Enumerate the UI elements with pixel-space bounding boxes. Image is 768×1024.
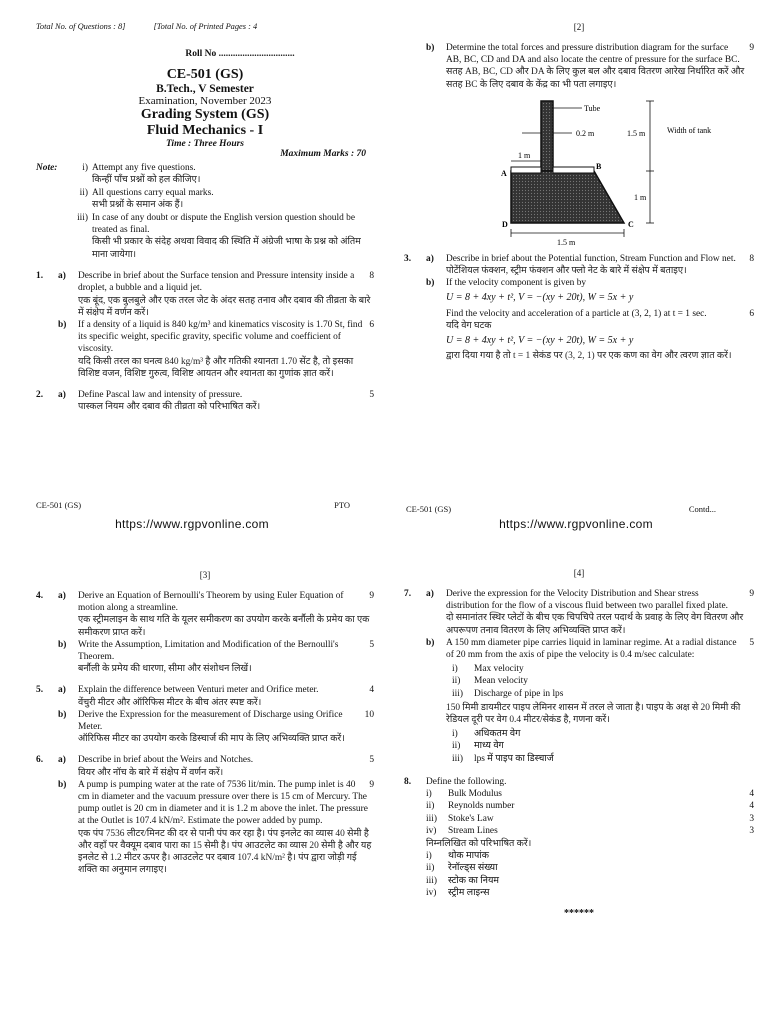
page-number: [3] xyxy=(199,570,211,580)
dim-1m-side: 1 m xyxy=(634,192,647,202)
question-5b: b) 10 Derive the Expression for the measurement of Discharge using Orifice Meter. ऑरिफिस मीटर का उपयोग करके डिस्चार्ज की माप के लिए अभिव्यक्ति प्राप्त करें। xyxy=(58,709,374,745)
question-4: 4. a) 9 Derive an Equation of Bernoulli's Theorem by using Euler Equation of motion along a streamline. एक स्ट्रीमलाइन के साथ गति के यूलर समीकरण का उपयोग करके बर्नौली के प्रमेय का एक समीकरण प्राप्त करें। b) 5 Write the Assumption, Limitation and Modification of the Bernoulli's Theorem. बर्नौली के प्रमेय की धारणा, सीमा और संशोधन लिखें। xyxy=(36,591,374,675)
point-b: B xyxy=(596,161,602,171)
definition-item: iv) Stream Lines 3 xyxy=(426,826,754,837)
marks: 9 xyxy=(749,43,754,53)
marks: 6 xyxy=(749,308,754,319)
marks: 5 xyxy=(369,390,374,401)
question-5a: a) 4 Explain the difference between Venturi meter and Orifice meter. वेंचुरी मीटर और ऑरिफिस मीटर के बीच अंतर स्पष्ट करें। xyxy=(58,685,374,708)
tank-figure xyxy=(404,93,754,253)
dim-1-5m: 1.5 m xyxy=(627,128,646,138)
question-3b: b) If the velocity component is given by U = 8 + 4xy + t², V = −(xy + 20t), W = 5x + y 6 Find the velocity and acceleration of a particle at (3, 2, 1) at t = 1 sec. यदि वेग घटक U = 8 + 4xy + t², V = −(xy + 20t), W = 5x + y द्वारा दिया गया है तो t = 1 सेकंड पर (3, 2, 1) पर एक कण का वेग और त्वरण ज्ञात करें। xyxy=(426,278,754,362)
instructions xyxy=(36,162,374,261)
marks: 3 xyxy=(749,826,754,837)
question-7a: a) 9 Derive the expression for the Velocity Distribution and Shear stress distribution for the flow of a viscous fluid between two parallel fixed plate. दो समानांतर स्थिर प्लेटों के बीच एक चिपचिपे तरल पदार्थ के प्रवाह के लिए वेग वितरण और अपरूपण तनाव वितरण के लिए अभिव्यक्ति प्राप्त करें। xyxy=(426,589,754,636)
marks: 5 xyxy=(749,637,754,648)
definition-item: i) Bulk Modulus 4 xyxy=(426,789,754,800)
page-2 xyxy=(384,0,768,512)
question-4a: a) 9 Derive an Equation of Bernoulli's Theorem by using Euler Equation of motion along a streamline. एक स्ट्रीमलाइन के साथ गति के यूलर समीकरण का उपयोग करके बर्नौली के प्रमेय का एक समीकरण प्राप्त करें। xyxy=(58,591,374,638)
list-item: iii) Discharge of pipe in lps xyxy=(452,688,564,699)
question-7: 7. a) 9 Derive the expression for the Velocity Distribution and Shear stress distribution for the flow of a viscous fluid between two parallel fixed plate. दो समानांतर स्थिर प्लेटों के बीच एक चिपचिपे तरल पदार्थ के प्रवाह के लिए वेग वितरण और अपरूपण तनाव वितरण के लिए अभिव्यक्ति प्राप्त करें। b) 5 A 150 mm diameter pipe carries liquid in laminar regime. At a radial distance of 20 mm from the axis of pipe the velocity is 0.4 m/sec calculate: i) Max velocity ii) Mean velocity iii) Discharge of pipe in lps 150 मिमी डायमीटर पाइप लेमिनर शासन में तरल ले जाता है। पाइप के अक्ष से 20 मिमी की रेडियल दूरी पर वेग 0.4 मीटर/सेकंड है, गणना करें। i) अधिकतम वेग ii) माध्य वेग iii) lps में पाइप का डिस्चार्ज xyxy=(404,588,754,767)
note-item: i) Attempt any five questions. किन्हीं पाँच प्रश्नों को हल कीजिए। xyxy=(82,163,201,186)
footer-code: CE-501 (GS) xyxy=(406,504,452,514)
grading-system: Grading System (GS) xyxy=(140,107,270,122)
footer-code: CE-501 (GS) xyxy=(36,500,82,510)
sub-items-hi xyxy=(452,728,754,765)
end-marker: ****** xyxy=(564,907,594,919)
question-1: 1. a) 8 Describe in brief about the Surface tension and Pressure intensity inside a droplet, a bubble and a liquid jet. एक बूंद, एक बुलबुले और एक तरल जेट के अंदर सतह तनाव और दबाव की तीव्रता के बारे में संक्षेप में वर्णन करें। b) 6 If a density of a liquid is 840 kg/m³ and kinematics viscosity is 1.70 St, find its specific weight, specific gravity, specific volume and coefficient of viscosity. यदि किसी तरल का घनत्व 840 kg/m³ है और गतिकी श्यानता 1.70 सेंट है, तो इसका विशिष्ट वजन, विशिष्ट गुरुत्व, विशिष्ट आयतन और श्यानता का गुणांक ज्ञात करें। xyxy=(36,271,374,379)
question-5: 5. a) 4 Explain the difference between Venturi meter and Orifice meter. वेंचुरी मीटर और ऑरिफिस मीटर के बीच अंतर स्पष्ट करें। b) 10 Derive the Expression for the measurement of Discharge using Orifice Meter. ऑरिफिस मीटर का उपयोग करके डिस्चार्ज की माप के लिए अभिव्यक्ति प्राप्त करें। xyxy=(36,685,374,745)
definition-item-hi: ii) रेनॉल्ड्स संख्या xyxy=(426,863,498,874)
marks: 4 xyxy=(369,685,374,696)
total-questions: Total No. of Questions : 8] xyxy=(36,22,126,31)
marks: 9 xyxy=(369,591,374,601)
page-3 xyxy=(0,512,384,1024)
definition-item-hi: iv) स्ट्रीम लाइन्स xyxy=(426,888,490,899)
question-6b: b) 9 A pump is pumping water at the rate of 7536 lit/min. The pump inlet is 40 cm in diameter and the vacuum pressure over there is 15 cm of Mercury. The pump outlet is 20 cm in diameter and it is 1.2 m above the inlet. The pressure at the Outlet is 107.4 kN/m². Estimate the power added by pump. एक पंप 7536 लीटर/मिनट की दर से पानी पंप कर रहा है। पंप इनलेट का व्यास 40 सेमी है और वहाँ पर वैक्यूम दबाव पारा का 15 सेमी है। पंप आउटलेट का व्यास 20 सेमी है और यह इनलेट से 1.2 मीटर ऊपर है। आउटलेट पर दबाव 107.4 kN/m² है। पंप द्वारा जोड़ी गई शक्ति का अनुमान लगाइए। xyxy=(58,779,374,876)
page-number: [4] xyxy=(573,568,585,578)
width-of-tank-label: Width of tank xyxy=(667,125,712,135)
note-item: ii) All questions carry equal marks. सभी प्रश्नों के समान अंक हैं। xyxy=(79,187,214,211)
marks: 9 xyxy=(749,589,754,599)
question-2a: a) 5 Define Pascal law and intensity of pressure. पास्कल नियम और दबाव की तीव्रता को परिभाषित करें। xyxy=(58,390,374,413)
point-c: C xyxy=(628,219,634,229)
question-4b: b) 5 Write the Assumption, Limitation and Modification of the Bernoulli's Theorem. बर्नौली के प्रमेय की धारणा, सीमा और संशोधन लिखें। xyxy=(58,639,374,675)
question-7b: b) 5 A 150 mm diameter pipe carries liquid in laminar regime. At a radial distance of 20 mm from the axis of pipe the velocity is 0.4 m/sec calculate: i) Max velocity ii) Mean velocity iii) Discharge of pipe in lps 150 मिमी डायमीटर पाइप लेमिनर शासन में तरल ले जाता है। पाइप के अक्ष से 20 मिमी की रेडियल दूरी पर वेग 0.4 मीटर/सेकंड है, गणना करें। i) अधिकतम वेग ii) माध्य वेग iii) lps में पाइप का डिस्चार्ज xyxy=(426,637,754,764)
marks: 8 xyxy=(369,271,374,282)
dim-1m-top: 1 m xyxy=(518,150,531,160)
marks: 4 xyxy=(749,801,754,812)
definition-item: iii) Stoke's Law 3 xyxy=(426,813,754,824)
course-code: CE-501 (GS) xyxy=(166,67,244,82)
point-a: A xyxy=(501,168,507,178)
marks: 5 xyxy=(369,639,374,650)
exam-session: Examination, November 2023 xyxy=(138,95,272,107)
footer-contd: Contd... xyxy=(688,504,716,514)
roll-number-field: Roll No ................................ xyxy=(185,49,295,59)
total-pages: [Total No. of Printed Pages : 4 xyxy=(153,22,258,31)
page-4 xyxy=(384,512,768,1024)
marks: 5 xyxy=(369,755,374,766)
tube xyxy=(541,101,553,171)
marks: 8 xyxy=(749,253,754,264)
dim-0-2m: 0.2 m xyxy=(576,128,595,138)
velocity-equation-hi: U = 8 + 4xy + t², V = −(xy + 20t), W = 5x + y xyxy=(446,335,634,347)
marks: 10 xyxy=(364,709,374,720)
question-6: 6. a) 5 Describe in brief about the Weirs and Notches. वियर और नॉच के बारे में संक्षेप में वर्णन करें। b) 9 A pump is pumping water at the rate of 7536 lit/min. The pump inlet is 40 cm in diameter and the vacuum pressure over there is 15 cm of Mercury. The pump outlet is 20 cm in diameter and it is 1.2 m above the inlet. The pressure at the Outlet is 107.4 kN/m². Estimate the power added by pump. एक पंप 7536 लीटर/मिनट की दर से पानी पंप कर रहा है। पंप इनलेट का व्यास 40 सेमी है और वहाँ पर वैक्यूम दबाव पारा का 15 सेमी है। पंप आउटलेट का व्यास 20 सेमी है और यह इनलेट से 1.2 मीटर ऊपर है। आउटलेट पर दबाव 107.4 kN/m² है। पंप द्वारा जोड़ी गई शक्ति का अनुमान लगाइए। xyxy=(36,755,374,876)
definition-item-hi: i) थोक मापांक xyxy=(426,850,489,861)
page-header xyxy=(36,22,374,31)
question-1b: b) 6 If a density of a liquid is 840 kg/m³ and kinematics viscosity is 1.70 St, find its specific weight, specific gravity, specific volume and coefficient of viscosity. यदि किसी तरल का घनत्व 840 kg/m³ है और गतिकी श्यानता 1.70 सेंट है, तो इसका विशिष्ट वजन, विशिष्ट गुरुत्व, विशिष्ट आयतन और श्यानता का गुणांक ज्ञात करें। xyxy=(58,320,374,379)
marks: 3 xyxy=(749,813,754,824)
marks: 4 xyxy=(749,789,754,800)
list-item: iii) lps में पाइप का डिस्चार्ज xyxy=(452,753,554,764)
question-3a: a) 8 Describe in brief about the Potential function, Stream Function and Flow net. पोटेंशियल फंक्शन, स्ट्रीम फंक्शन और फ्लो नेट के बारे में संक्षेप में बताइए। xyxy=(426,253,754,277)
point-d: D xyxy=(502,219,508,229)
definition-item: ii) Reynolds number 4 xyxy=(426,801,754,812)
list-item: ii) Mean velocity xyxy=(452,676,528,687)
tube-label: Tube xyxy=(584,103,601,113)
dim-1-5m-bottom: 1.5 m xyxy=(557,237,576,247)
website-url[interactable]: https://www.rgpvonline.com xyxy=(115,517,269,531)
page-number: [2] xyxy=(573,22,585,32)
footer-pto: PTO xyxy=(334,500,350,510)
question-6a: a) 5 Describe in brief about the Weirs and Notches. वियर और नॉच के बारे में संक्षेप में वर्णन करें। xyxy=(58,755,374,778)
tank xyxy=(511,171,624,223)
question-2b: b) 9 Determine the total forces and pressure distribution diagram for the surface AB, BC, CD and DA and also locate the centre of pressure for the surface BC. सतह AB, BC, CD और DA के लिए कुल बल और दबाव वितरण आरेख निर्धारित करें और सतह BC के लिए दबाव के केंद्र का भी पता लगाइए। xyxy=(426,43,754,90)
note-label: Note: xyxy=(36,163,58,173)
question-1a: a) 8 Describe in brief about the Surface tension and Pressure intensity inside a droplet, a bubble and a liquid jet. एक बूंद, एक बुलबुले और एक तरल जेट के अंदर सतह तनाव और दबाव की तीव्रता के बारे में संक्षेप में वर्णन करें। xyxy=(58,271,374,318)
marks: 6 xyxy=(369,320,374,331)
list-item: i) अधिकतम वेग xyxy=(452,729,521,740)
definition-item-hi: iii) स्टोक का नियम xyxy=(426,875,499,886)
page-1 xyxy=(0,0,384,512)
marks: 9 xyxy=(369,779,374,790)
max-marks: Maximum Marks : 70 xyxy=(280,149,366,159)
subject-title: Fluid Mechanics - I xyxy=(146,123,264,138)
question-3: 3. a) 8 Describe in brief about the Potential function, Stream Function and Flow net. पोटेंशियल फंक्शन, स्ट्रीम फंक्शन और फ्लो नेट के बारे में संक्षेप में बताइए। b) If the velocity component is given by U = 8 + 4xy + t², V = −(xy + 20t), W = 5x + y 6 Find the velocity and acceleration of a particle at (3, 2, 1) at t = 1 sec. यदि वेग घटक U = 8 + 4xy + t², V = −(xy + 20t), W = 5x + y द्वारा दिया गया है तो t = 1 सेकंड पर (3, 2, 1) पर एक कण का वेग और त्वरण ज्ञात करें। xyxy=(404,253,754,362)
note-item: iii) In case of any doubt or dispute the English version question should be treated as final. किसी भी प्रकार के संदेह अथवा विवाद की स्थिति में अंग्रेजी भाषा के प्रश्न को अंतिम माना जायेगा। xyxy=(77,212,361,260)
degree: B.Tech., V Semester xyxy=(156,83,254,95)
list-item: i) Max velocity xyxy=(452,664,524,675)
exam-time: Time : Three Hours xyxy=(165,139,245,149)
question-8: 8. Define the following. i) Bulk Modulus 4 ii) Reynolds number 4 iii) Stoke's Law 3 iv) Stream Lines 3 निम्नलिखित को परिभाषित करें। i) थोक मापांक ii) रेनॉल्ड्स संख्या iii) स्टोक का नियम iv) स्ट्रीम लाइन्स xyxy=(404,776,754,899)
website-url[interactable]: https://www.rgpvonline.com xyxy=(499,517,653,531)
question-2: 2. a) 5 Define Pascal law and intensity of pressure. पास्कल नियम और दबाव की तीव्रता को परिभाषित करें। xyxy=(36,390,374,413)
sub-items xyxy=(452,663,754,700)
list-item: ii) माध्य वेग xyxy=(452,741,504,752)
velocity-equation: U = 8 + 4xy + t², V = −(xy + 20t), W = 5x + y xyxy=(446,292,634,304)
